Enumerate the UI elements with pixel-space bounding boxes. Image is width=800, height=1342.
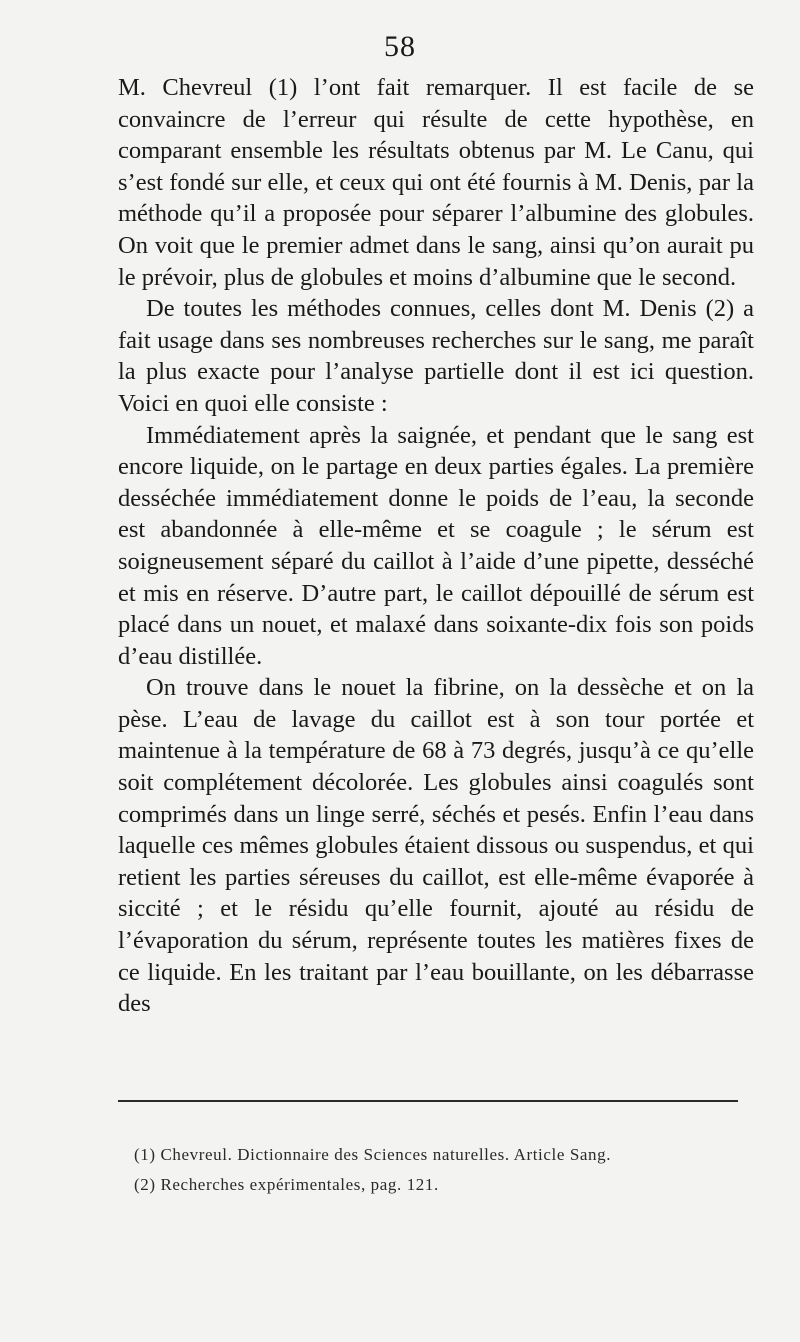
paragraph-3: Immédiatement après la saignée, et pendant que le sang est encore liquide, on le partage en deux parties égales. La première desséchée immédiatement donne le poids de l’eau, la seconde est abandonnée à elle-même et se coagule ; le sérum est soigneusement séparé du caillot à l’aide d’une pipette, desséché et mis en réserve. D’autre part, le caillot dépouillé de sérum est placé dans un nouet, et malaxé dans soixante-dix fois son poids d’eau distillée. <box>118 421 754 670</box>
page-number: 58 <box>384 30 416 63</box>
footnotes <box>134 1140 754 1200</box>
footnote-1: (1) Chevreul. Dictionnaire des Sciences naturelles. Article Sang. <box>134 1145 612 1164</box>
footnote-divider <box>118 1100 738 1102</box>
paragraph-4: On trouve dans le nouet la fibrine, on la dessèche et on la pèse. L’eau de lavage du caillot est à son tour portée et maintenue à la température de 68 à 73 degrés, jusqu’à ce qu’elle soit complétement décolorée. Les globules ainsi coagulés sont comprimés dans un linge serré, séchés et pesés. Enfin l’eau dans laquelle ces mêmes globules étaient dissous ou suspendus, et qui retient les parties séreuses du caillot, est elle-même évaporée à siccité ; et le résidu qu’elle fournit, ajouté au résidu de l’évaporation du sérum, représente toutes les matières fixes de ce liquide. En les traitant par l’eau bouillante, on les débarrasse des <box>118 674 754 1018</box>
body-text <box>118 72 754 1020</box>
paragraph-1: M. Chevreul (1) l’ont fait remarquer. Il est facile de se convaincre de l’erreur qui résulte de cette hypothèse, en comparant ensemble les résultats obtenus par M. Le Canu, qui s’est fondé sur elle, et ceux qui ont été fournis à M. Denis, par la méthode qu’il a proposée pour séparer l’albumine des globules. On voit que le premier admet dans le sang, ainsi qu’on aurait pu le prévoir, plus de globules et moins d’albumine que le second. <box>118 74 754 291</box>
footnote-2: (2) Recherches expérimentales, pag. 121. <box>134 1175 439 1194</box>
paragraph-2: De toutes les méthodes connues, celles dont M. Denis (2) a fait usage dans ses nombreuses recherches sur le sang, me paraît la plus exacte pour l’analyse partielle dont il est ici question. Voici en quoi elle consiste : <box>118 295 754 417</box>
